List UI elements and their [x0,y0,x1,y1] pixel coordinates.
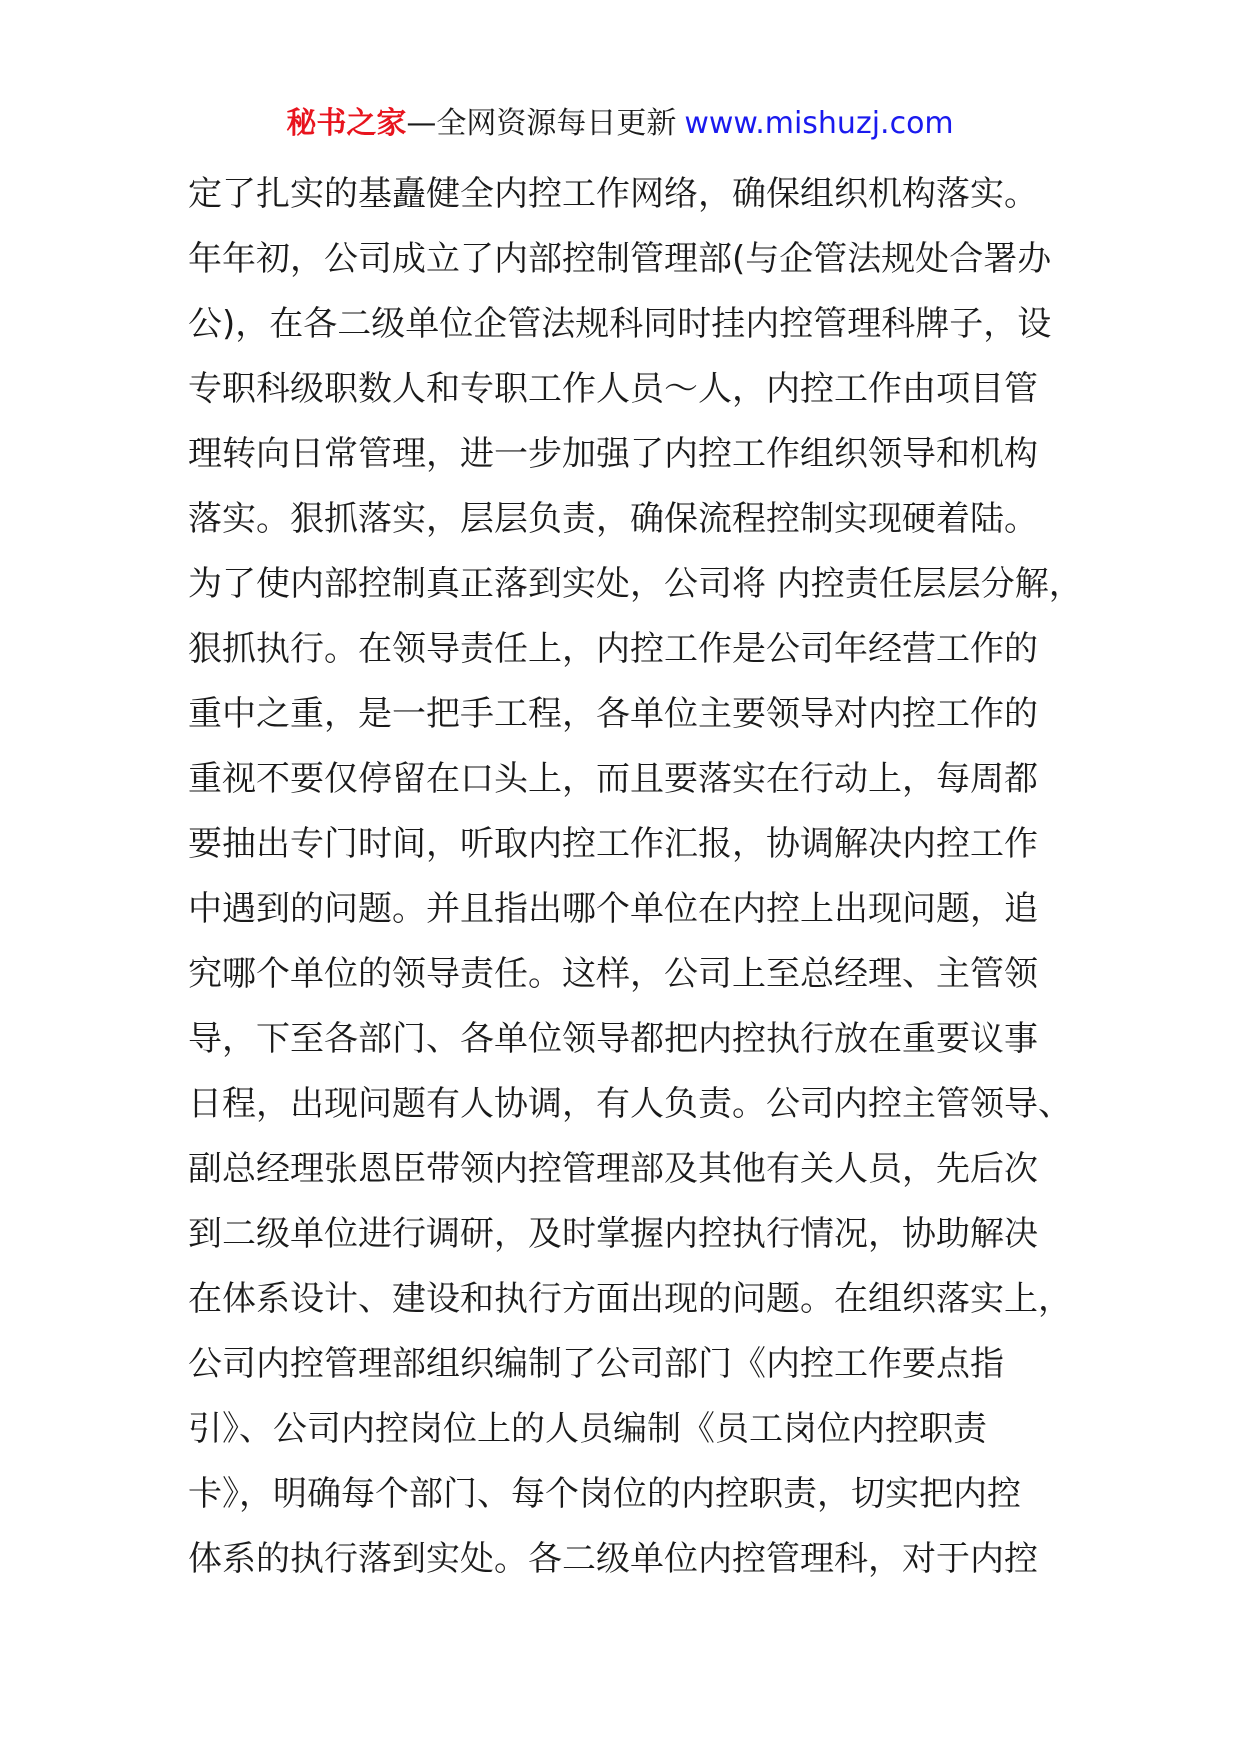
body-line: 定了扎实的基矗健全内控工作网络，确保组织机构落实。 [188,174,1038,214]
body-line: 体系的执行落到实处。各二级单位内控管理科，对于内控 [188,1539,1038,1579]
body-line: 公司内控管理部组织编制了公司部门《内控工作要点指 [188,1344,1004,1384]
header-url-link[interactable]: www.mishuzj.com [684,106,954,141]
body-line: 理转向日常管理，进一步加强了内控工作组织领导和机构 [188,434,1038,474]
document-body [188,162,1088,1592]
body-line: 导，下至各部门、各单位领导都把内控执行放在重要议事 [188,1019,1038,1059]
body-line: 引》、公司内控岗位上的人员编制《员工岗位内控职责 [188,1409,987,1449]
page-header [0,100,1240,148]
body-line: 日程，出现问题有人协调，有人负责。公司内控主管领导、 [188,1084,1072,1124]
body-line: 在体系设计、建设和执行方面出现的问题。在组织落实上， [188,1279,1072,1319]
body-line: 中遇到的问题。并且指出哪个单位在内控上出现问题，追 [188,889,1038,929]
body-line: 年年初，公司成立了内部控制管理部(与企管法规处合署办 [188,239,1052,279]
body-line: 专职科级职数人和专职工作人员～人，内控工作由项目管 [188,369,1038,409]
body-line: 公)，在各二级单位企管法规科同时挂内控管理科牌子，设 [188,304,1052,344]
body-line: 究哪个单位的领导责任。这样，公司上至总经理、主管领 [188,954,1038,994]
body-line: 重视不要仅停留在口头上，而且要落实在行动上，每周都 [188,759,1038,799]
header-slogan: —全网资源每日更新 [406,106,677,141]
body-line: 副总经理张恩臣带领内控管理部及其他有关人员，先后次 [188,1149,1038,1189]
body-line: 狠抓执行。在领导责任上，内控工作是公司年经营工作的 [188,629,1038,669]
body-line: 重中之重，是一把手工程，各单位主要领导对内控工作的 [188,694,1038,734]
body-line: 为了使内部控制真正落到实处，公司将 内控责任层层分解， [188,564,1083,604]
body-line: 要抽出专门时间，听取内控工作汇报，协调解决内控工作 [188,824,1038,864]
header-brand: 秘书之家 [286,106,407,141]
body-line: 到二级单位进行调研，及时掌握内控执行情况，协助解决 [188,1214,1038,1254]
body-line: 落实。狠抓落实，层层负责，确保流程控制实现硬着陆。 [188,499,1038,539]
body-line: 卡》，明确每个部门、每个岗位的内控职责，切实把内控 [188,1474,1021,1514]
